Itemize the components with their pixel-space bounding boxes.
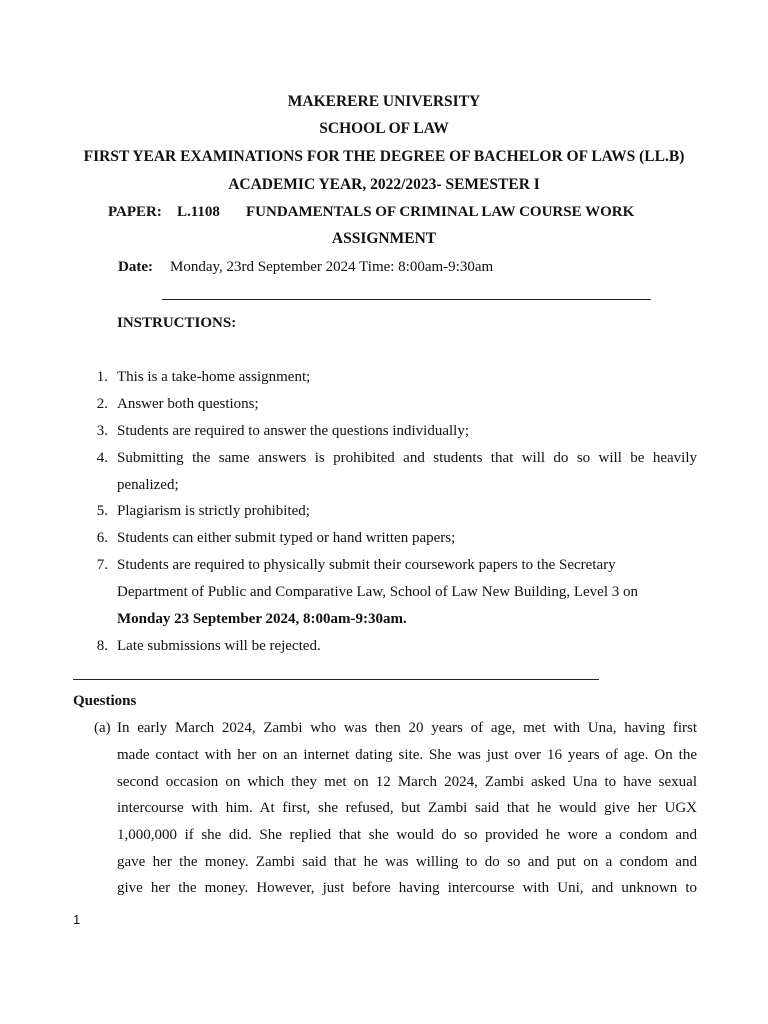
question-a-line: gave her the money. Zambi said that he was willing to do so and put on a condom and	[117, 854, 697, 870]
instruction-text: Students are required to physically submit their coursework papers to the Secretary	[117, 557, 616, 573]
instruction-text: Students can either submit typed or hand written papers;	[117, 530, 456, 546]
university-name: MAKERERE UNIVERSITY	[287, 93, 481, 110]
instruction-text: Submitting the same answers is prohibited and students that will do so will be heavily	[117, 450, 697, 466]
instruction-text: Answer both questions;	[117, 396, 259, 412]
instructions-heading: INSTRUCTIONS:	[117, 315, 237, 331]
exam-title: FIRST YEAR EXAMINATIONS FOR THE DEGREE OF BACHELOR OF LAWS (LL.B)	[83, 148, 685, 165]
questions-heading: Questions	[73, 693, 137, 709]
instruction-number: 5.	[96, 503, 108, 519]
instruction-number: 3.	[96, 423, 108, 439]
instruction-number: 8.	[96, 638, 108, 654]
question-a-line: 1,000,000 if she did. She replied that she would do so provided he wore a condom and	[117, 827, 697, 843]
instruction-number: 6.	[96, 530, 108, 546]
header-divider	[162, 299, 651, 300]
instruction-text-cont: penalized;	[117, 477, 179, 493]
instruction-text: This is a take-home assignment;	[117, 369, 311, 385]
instruction-text: Students are required to answer the questions individually;	[117, 423, 470, 439]
question-a-label: (a)	[94, 720, 111, 736]
question-a-line: made contact with her on an internet dating site. She was just over 16 years of age. On the	[117, 747, 697, 763]
paper-title-cont: ASSIGNMENT	[331, 230, 437, 247]
question-a-line: intercourse with him. At first, she refused, but Zambi said that he would give her UGX	[117, 800, 697, 816]
academic-year: ACADEMIC YEAR, 2022/2023- SEMESTER I	[228, 176, 540, 193]
paper-title: FUNDAMENTALS OF CRIMINAL LAW COURSE WORK	[246, 204, 635, 220]
instruction-number: 2.	[96, 396, 108, 412]
question-a-line: give her the money. However, just before having intercourse with Uni, and unknown to	[117, 880, 697, 896]
date-label: Date:	[118, 259, 153, 275]
question-a-line: second occasion on which they met on 12 March 2024, Zambi asked Una to have sexual	[117, 774, 697, 790]
instruction-text: Plagiarism is strictly prohibited;	[117, 503, 310, 519]
instruction-number: 7.	[96, 557, 108, 573]
instruction-number: 1.	[96, 369, 108, 385]
date-value: Monday, 23rd September 2024 Time: 8:00am-9:30am	[170, 259, 494, 275]
instruction-number: 4.	[96, 450, 108, 466]
page-number: 1	[73, 912, 81, 927]
section-divider	[73, 679, 599, 680]
paper-code: L.1108	[177, 204, 220, 220]
instruction-deadline: Monday 23 September 2024, 8:00am-9:30am.	[117, 611, 407, 627]
instruction-text: Late submissions will be rejected.	[117, 638, 321, 654]
instruction-text-cont: Department of Public and Comparative Law, School of Law New Building, Level 3 on	[117, 584, 638, 600]
question-a-line: In early March 2024, Zambi who was then 20 years of age, met with Una, having first	[117, 720, 697, 736]
paper-label: PAPER:	[108, 204, 162, 220]
school-name: SCHOOL OF LAW	[319, 120, 449, 137]
